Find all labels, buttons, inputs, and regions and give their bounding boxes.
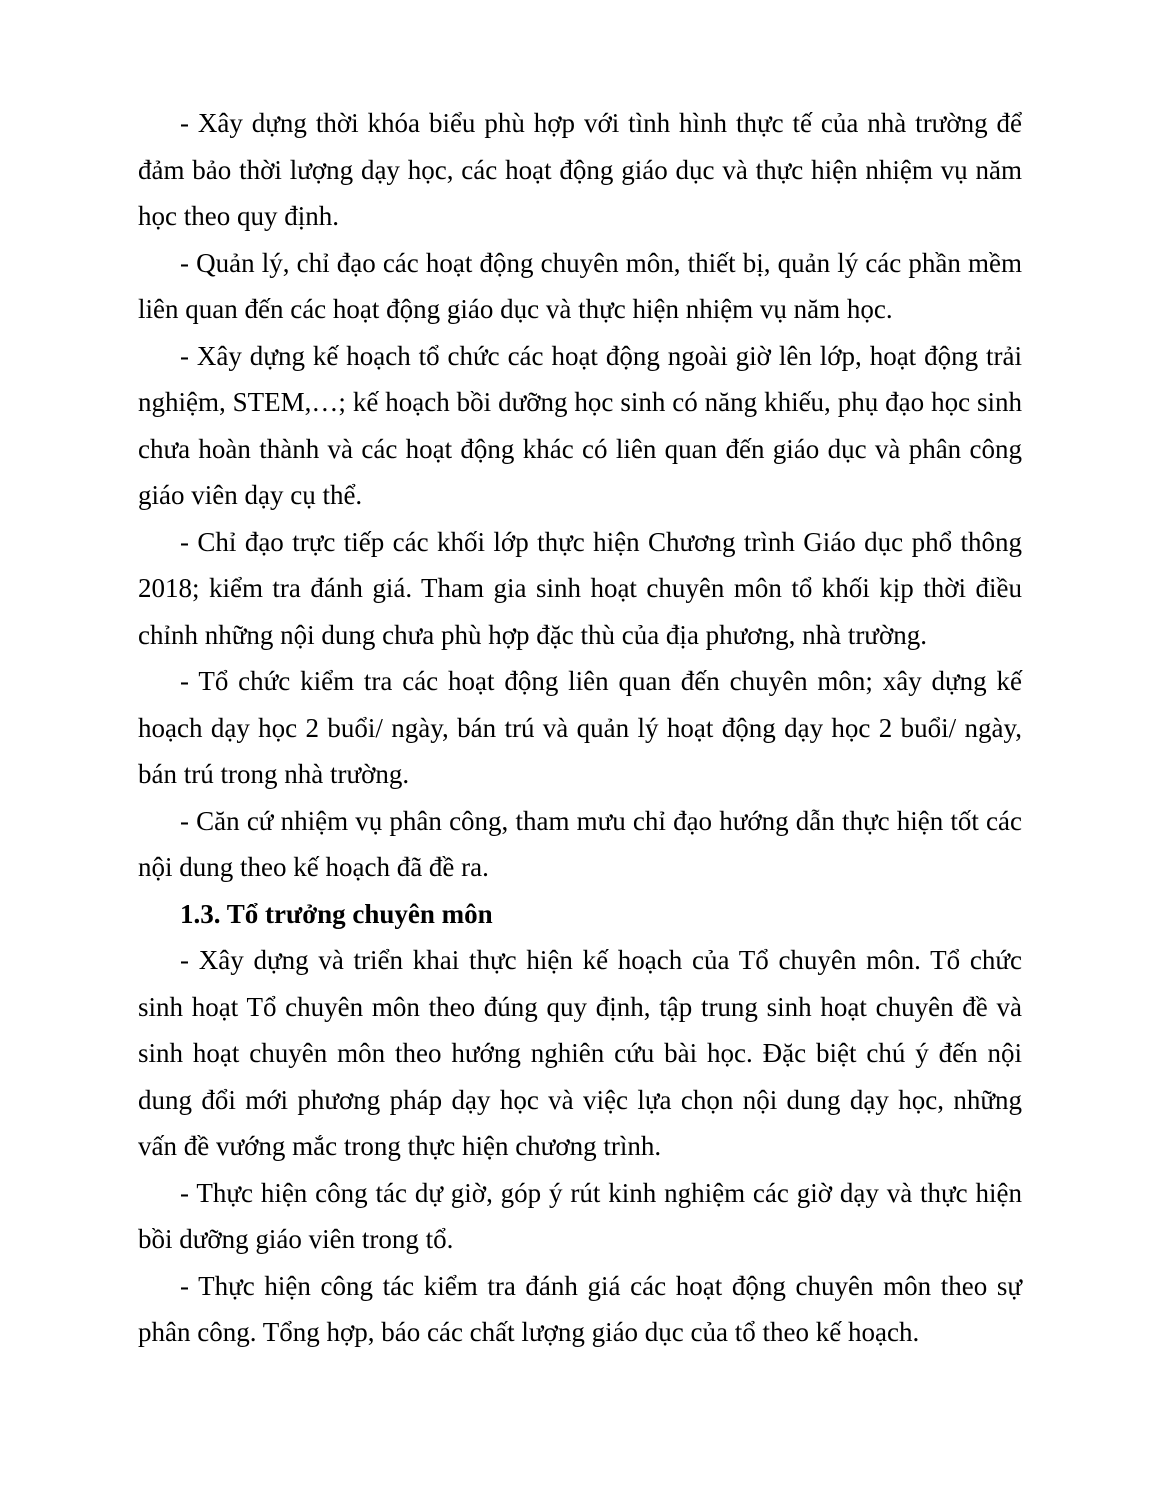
paragraph: - Chỉ đạo trực tiếp các khối lớp thực hiện Chương trình Giáo dục phổ thông 2018; kiểm tra đánh giá. Tham gia sinh hoạt chuyên môn tổ khối kịp thời điều chỉnh những nội dung chưa phù hợp đặc thù của địa phương, nhà trường. bbox=[138, 526, 1022, 650]
paragraph: - Xây dựng kế hoạch tổ chức các hoạt động ngoài giờ lên lớp, hoạt động trải nghiệm, STEM,…; kế hoạch bồi dưỡng học sinh có năng khiếu, phụ đạo học sinh chưa hoàn thành và các hoạt động khác có liên quan đến giáo dục và phân công giáo viên dạy cụ thể. bbox=[138, 340, 1022, 510]
paragraph: - Quản lý, chỉ đạo các hoạt động chuyên môn, thiết bị, quản lý các phần mềm liên quan đến các hoạt động giáo dục và thực hiện nhiệm vụ năm học. bbox=[138, 247, 1022, 324]
paragraph: - Thực hiện công tác dự giờ, góp ý rút kinh nghiệm các giờ dạy và thực hiện bồi dưỡng giáo viên trong tổ. bbox=[138, 1177, 1022, 1254]
paragraph: - Tổ chức kiểm tra các hoạt động liên quan đến chuyên môn; xây dựng kế hoạch dạy học 2 buổi/ ngày, bán trú và quản lý hoạt động dạy học 2 buổi/ ngày, bán trú trong nhà trường. bbox=[138, 666, 1022, 789]
paragraph: - Căn cứ nhiệm vụ phân công, tham mưu chỉ đạo hướng dẫn thực hiện tốt các nội dung theo kế hoạch đã đề ra. bbox=[138, 805, 1022, 882]
document-text-block bbox=[138, 100, 1022, 1356]
section-heading: 1.3. Tổ trưởng chuyên môn bbox=[180, 898, 493, 929]
paragraph: - Thực hiện công tác kiểm tra đánh giá các hoạt động chuyên môn theo sự phân công. Tổng hợp, báo các chất lượng giáo dục của tổ theo kế hoạch. bbox=[138, 1270, 1022, 1347]
paragraph: - Xây dựng và triển khai thực hiện kế hoạch của Tổ chuyên môn. Tổ chức sinh hoạt Tổ chuyên môn theo đúng quy định, tập trung sinh hoạt chuyên đề và sinh hoạt chuyên môn theo hướng nghiên cứu bài học. Đặc biệt chú ý đến nội dung đổi mới phương pháp dạy học và việc lựa chọn nội dung dạy học, những vấn đề vướng mắc trong thực hiện chương trình. bbox=[138, 945, 1022, 1161]
paragraph: - Xây dựng thời khóa biểu phù hợp với tình hình thực tế của nhà trường để đảm bảo thời lượng dạy học, các hoạt động giáo dục và thực hiện nhiệm vụ năm học theo quy định. bbox=[138, 108, 1022, 231]
